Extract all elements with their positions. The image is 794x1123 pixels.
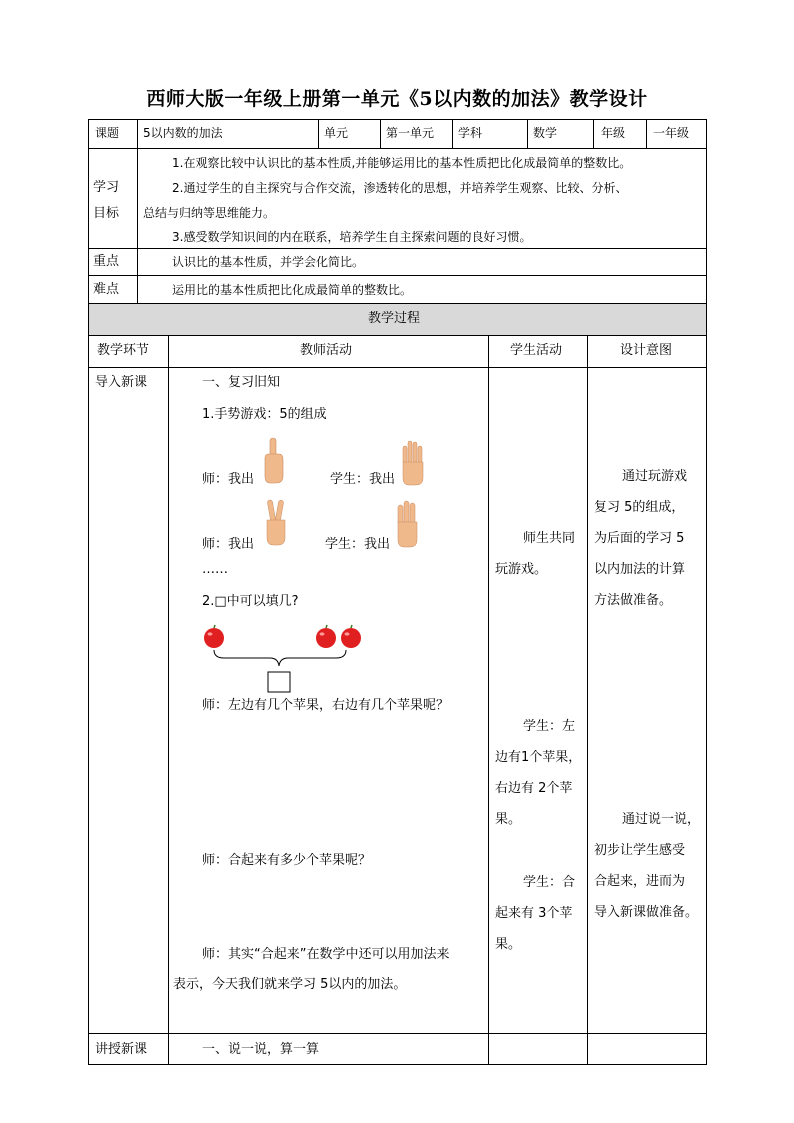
key-text: 认识比的基本性质，并学会化简比。 (172, 255, 365, 269)
student-line-2b: 学生：我出 (325, 537, 391, 552)
col-student: 学生活动 (510, 343, 563, 358)
design-text-2d: 导入新课做准备。 (594, 905, 699, 920)
student-text-1a: 师生共同 (523, 531, 576, 546)
student-text-3a: 学生：合 (523, 875, 576, 890)
unit-label: 单元 (324, 126, 349, 140)
grade-value: 一年级 (653, 126, 690, 140)
teacher-line-2a: 师：我出 (202, 537, 255, 552)
col-design: 设计意图 (620, 343, 673, 358)
key-label: 重点 (93, 254, 120, 269)
apple-group-diagram (200, 624, 370, 694)
design-text-1d: 以内加法的计算 (594, 562, 686, 577)
design-text-1e: 方法做准备。 (594, 593, 673, 608)
teacher-review-heading: 一、复习旧知 (202, 375, 281, 390)
subject-value: 数学 (533, 126, 558, 140)
subject-label: 学科 (458, 126, 483, 140)
difficulty-label: 难点 (93, 282, 120, 297)
student-text-2c: 右边有 2个苹 (495, 781, 573, 796)
grade-label: 年级 (601, 126, 626, 140)
topic-label: 课题 (95, 126, 120, 140)
student-text-3c: 果。 (495, 937, 522, 952)
student-text-2a: 学生：左 (523, 719, 576, 734)
teacher-ellipsis: …… (202, 562, 228, 577)
goals-label-line2: 目标 (93, 206, 120, 221)
student-text-3b: 起来有 3个苹 (495, 906, 573, 921)
student-text-1b: 玩游戏。 (495, 562, 548, 577)
page-title: 西师大版一年级上册第一单元《5以内数的加法》教学设计 (146, 88, 648, 110)
design-text-2b: 初步让学生感受 (594, 843, 686, 858)
student-text-2b: 边有1个苹果， (495, 750, 582, 765)
apple-icon (204, 625, 224, 648)
goals-label-line1: 学习 (93, 180, 120, 195)
goal-item-2: 2.通过学生的自主探究与合作交流，渗透转化的思想，并培养学生观察、比较、分析、 (172, 181, 628, 195)
design-text-2a: 通过说一说， (622, 812, 701, 827)
lecture-teacher-heading: 一、说一说，算一算 (202, 1042, 320, 1057)
stage-lecture: 讲授新课 (95, 1042, 148, 1057)
teacher-hand-game: 1.手势游戏：5的组成 (202, 407, 327, 422)
design-text-2c: 合起来，进而为 (594, 874, 686, 889)
student-text-2d: 果。 (495, 812, 522, 827)
stage-intro: 导入新课 (95, 375, 148, 390)
apple-icon (316, 625, 336, 648)
design-text-1c: 为后面的学习 5 (594, 531, 685, 546)
hand-two-fingers-icon (264, 498, 288, 546)
col-teacher: 教师活动 (300, 343, 353, 358)
goal-item-1: 1.在观察比较中认识比的基本性质,并能够运用比的基本性质把比化成最简单的整数比。 (172, 156, 632, 170)
teacher-question-1: 师：左边有几个苹果，右边有几个苹果呢？ (202, 698, 450, 713)
goal-item-2-cont: 总结与归纳等思维能力。 (143, 206, 276, 220)
teacher-line-1a: 师：我出 (202, 472, 255, 487)
design-text-1b: 复习 5的组成， (594, 500, 685, 515)
unit-value: 第一单元 (386, 126, 435, 140)
student-line-1b: 学生：我出 (330, 472, 396, 487)
difficulty-text: 运用比的基本性质把比化成最简单的整数比。 (172, 283, 413, 297)
topic-value: 5以内数的加法 (143, 126, 223, 140)
teacher-fill-question: 2.□中可以填几? (202, 594, 299, 609)
apple-icon (341, 625, 361, 648)
teacher-question-2: 师：合起来有多少个苹果呢？ (202, 853, 372, 868)
col-stage: 教学环节 (97, 343, 150, 358)
hand-one-finger-icon (262, 436, 284, 484)
teacher-question-3b: 表示，今天我们就来学习 5以内的加法。 (173, 977, 407, 992)
teacher-question-3a: 师：其实“合起来”在数学中还可以用加法来 (202, 947, 450, 962)
design-text-1a: 通过玩游戏 (622, 469, 688, 484)
hand-four-fingers-icon (400, 440, 426, 486)
goal-item-3: 3.感受数学知识间的内在联系，培养学生自主探索问题的良好习惯。 (172, 230, 532, 244)
process-heading: 教学过程 (368, 311, 421, 326)
hand-three-fingers-icon (395, 500, 419, 548)
